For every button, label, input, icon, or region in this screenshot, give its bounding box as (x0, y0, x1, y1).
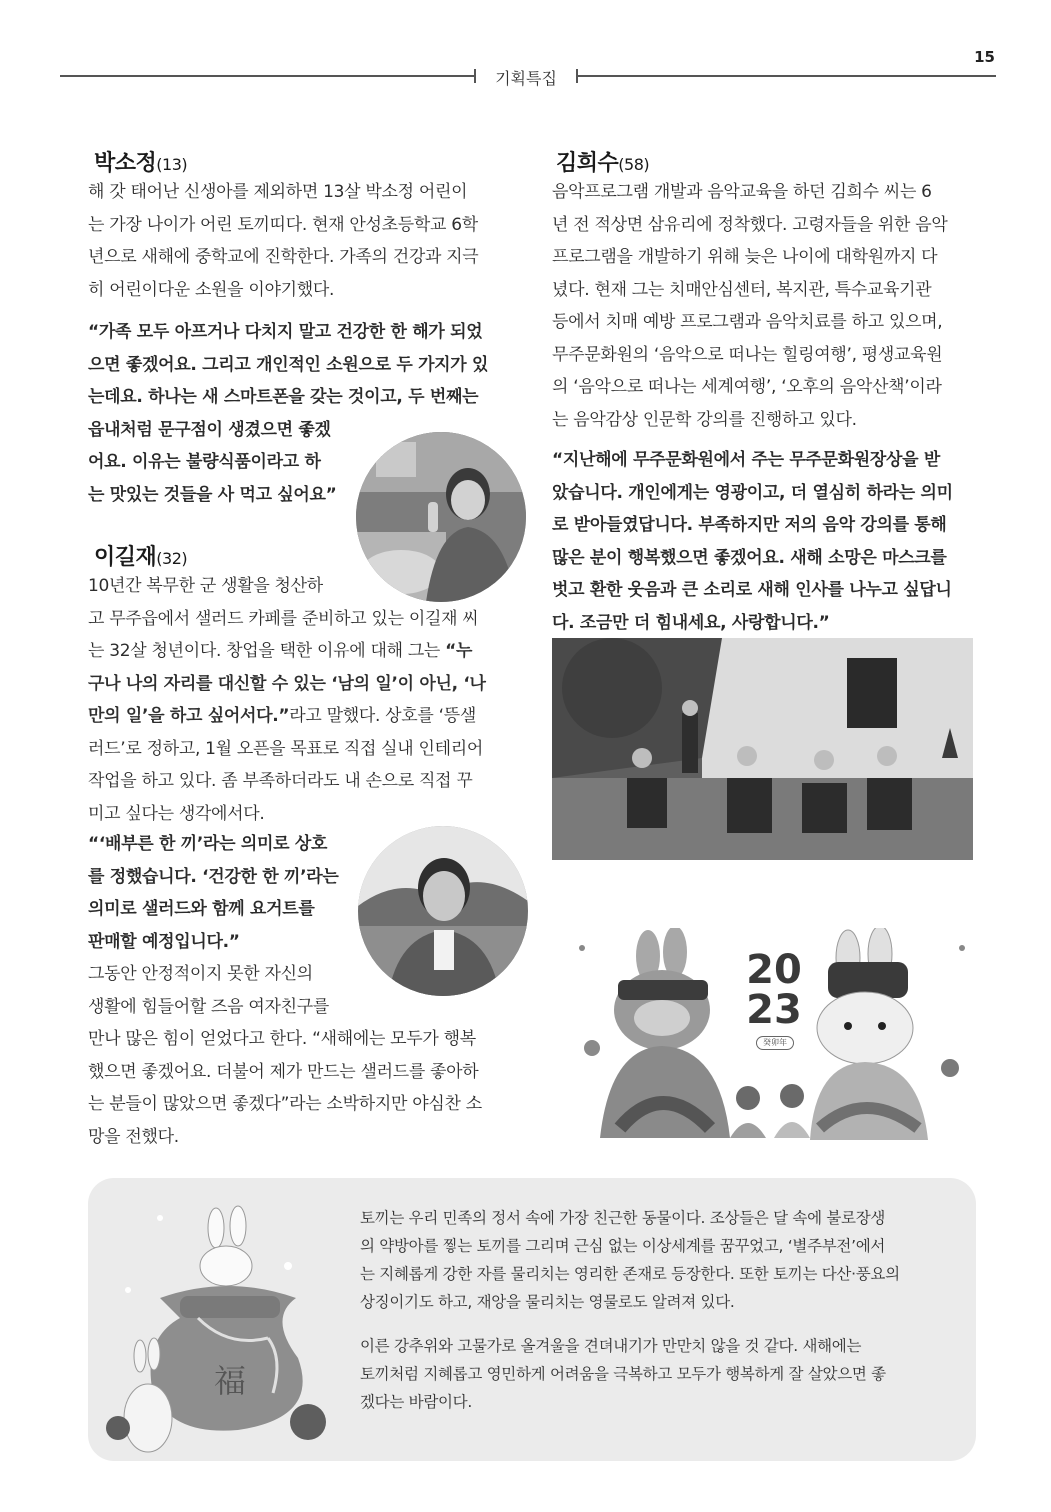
page-number: 15 (974, 48, 995, 66)
year-2023-top: 20 (746, 947, 802, 993)
new-year-rabbit-illustration (570, 928, 970, 1146)
text-line: 히 어린이다운 소원을 이야기했다. (88, 279, 335, 300)
text-line: 는 음악감상 인문학 강의를 진행하고 있다. (552, 409, 857, 430)
bold-quote: 만의 일’을 하고 싶어서다.” (88, 706, 290, 726)
text-line: 의미로 샐러드와 함께 요거트를 (88, 899, 315, 919)
text-line: 어요. 이유는 불량식품이라고 하 (88, 452, 321, 472)
person-name-2-text: 이길재 (94, 545, 157, 570)
text-line: 의 ‘음악으로 떠나는 세계여행’, ‘오후의 음악산책’이라 (552, 377, 942, 397)
text-line: 읍내처럼 문구점이 생겼으면 좋겠 (88, 419, 331, 440)
bold-quote: 구나 나의 자리를 대신할 수 있는 ‘남의 일’이 아닌, ‘나 (88, 673, 486, 694)
header-rule-left (60, 75, 474, 77)
header-rule-right (578, 75, 996, 77)
text-line: 로 받아들였답니다. 부족하지만 저의 음악 강의를 통해 (552, 515, 947, 535)
person3-intro (552, 176, 982, 436)
text-line: 등에서 치매 예방 프로그램과 음악치료를 하고 있으며, (552, 312, 943, 332)
text-line: 프로그램을 개발하기 위해 늦은 나이에 대학원까지 다 (552, 247, 938, 267)
text-line: 해 갓 태어난 신생아를 제외하면 13살 박소정 어린이 (88, 182, 468, 202)
text-line: 라고 말했다. 상호를 ‘뜽샐 (289, 706, 477, 726)
person-name-1 (94, 146, 187, 177)
person-name-1-text: 박소정 (94, 151, 157, 176)
text-line: 무주문화원의 ‘음악으로 떠나는 힐링여행’, 평생교육원 (552, 344, 943, 365)
text-line: 만나 많은 힘이 얻었다고 한다. “새해에는 모두가 행복 (88, 1029, 476, 1049)
text-line: “지난해에 무주문화원에서 주는 무주문화원장상을 받 (552, 450, 941, 470)
year-2023-bottom: 23 (746, 987, 802, 1033)
text-line: 이른 강추위와 고물가로 올겨울을 견뎌내기가 만만치 않을 것 같다. 새해에는 (360, 1337, 862, 1355)
text-line: 생활에 힘들어할 즈음 여자친구를 (88, 996, 330, 1017)
text-line: 상징이기도 하고, 재앙을 물리치는 영물로도 알려져 있다. (360, 1293, 735, 1311)
text-line: 토끼처럼 지혜롭고 영민하게 어려움을 극복하고 모두가 행복하게 잘 살았으면 좋 (360, 1365, 886, 1383)
text-line: 는 지혜롭게 강한 자를 물리치는 영리한 존재로 등장한다. 또한 토끼는 다산·풍요의 (360, 1265, 900, 1283)
text-line: 녔다. 현재 그는 치매안심센터, 복지관, 특수교육기관 (552, 279, 932, 300)
person1-intro (88, 176, 528, 306)
box-para-1 (360, 1204, 960, 1316)
text-line: 음악프로그램 개발과 음악교육을 하던 김희수 씨는 6 (552, 182, 932, 202)
text-line: 고 무주읍에서 샐러드 카페를 준비하고 있는 이길재 씨 (88, 608, 479, 629)
text-line: 는 가장 나이가 어린 토끼띠다. 현재 안성초등학교 6학 (88, 214, 478, 235)
person-name-3 (556, 146, 649, 177)
text-line: 는 32살 청년이다. 창업을 택한 이유에 대해 그는 (88, 641, 446, 661)
text-line: 벗고 환한 웃음과 큰 소리로 새해 인사를 나누고 싶답니 (552, 580, 952, 600)
text-line: 았습니다. 개인에게는 영광이고, 더 열심히 하라는 의미 (552, 482, 953, 503)
text-line: “‘배부른 한 끼’라는 의미로 상호 (88, 834, 328, 854)
text-line: 의 약방아를 찧는 토끼를 그리며 근심 없는 이상세계를 꿈꾸었고, ‘별주부전’에서 (360, 1237, 886, 1255)
text-line: 년 전 적상면 삼유리에 정착했다. 고령자들을 위한 음악 (552, 214, 948, 235)
person-age-2: (32) (156, 549, 188, 568)
text-line: 10년간 복무한 군 생활을 청산하 (88, 576, 323, 596)
person-age-1: (13) (156, 155, 188, 174)
text-line: 으면 좋겠어요. 그리고 개인적인 소원으로 두 가지가 있 (88, 354, 489, 375)
text-line: 는 맛있는 것들을 사 먹고 싶어요” (88, 484, 337, 505)
text-line: 겠다는 바람이다. (360, 1393, 472, 1411)
text-line: 미고 싶다는 생각에서다. (88, 803, 265, 824)
text-line: 많은 분이 행복했으면 좋겠어요. 새해 소망은 마스크를 (552, 547, 947, 568)
text-line: 망을 전했다. (88, 1126, 179, 1147)
text-line: 그동안 안정적이지 못한 자신의 (88, 964, 313, 984)
photo-young-man-illustration (358, 826, 528, 996)
text-line: 는데요. 하나는 새 스마트폰을 갖는 것이고, 두 번째는 (88, 387, 479, 407)
person-age-3: (58) (618, 155, 650, 174)
closing-box (88, 1178, 976, 1461)
section-header (60, 66, 996, 86)
bag-character: 福 (213, 1362, 246, 1400)
bold-quote: “누 (445, 641, 473, 661)
text-line: 는 분들이 많았으면 좋겠다”라는 소박하지만 야심찬 소 (88, 1094, 482, 1114)
text-line: 러드’로 정하고, 1월 오픈을 목표로 직접 실내 인테리어 (88, 738, 484, 759)
section-title: 기획특집 (495, 69, 557, 88)
photo-outdoor-illustration (552, 638, 973, 860)
text-line: 다. 조금만 더 힘내세요, 사랑합니다.” (552, 612, 830, 633)
person2-quote (88, 828, 368, 958)
person-name-2 (94, 540, 187, 571)
text-line: 작업을 하고 있다. 좀 부족하더라도 내 손으로 직접 꾸 (88, 771, 473, 791)
text-line: 토끼는 우리 민족의 정서 속에 가장 친근한 동물이다. 조상들은 달 속에 불로장생 (360, 1209, 886, 1227)
person-name-3-text: 김희수 (556, 151, 619, 176)
text-line: 판매할 예정입니다.” (88, 931, 240, 952)
text-line: 년으로 새해에 중학교에 진학한다. 가족의 건강과 지극 (88, 247, 479, 267)
header-tick-left (474, 69, 476, 83)
text-line: “가족 모두 아프거나 다치지 말고 건강한 한 해가 되었 (88, 322, 483, 342)
photo-outdoor-music-class (552, 638, 973, 860)
person2-body (88, 570, 528, 830)
year-badge: 癸卯年 (756, 1036, 794, 1050)
text-line: 했으면 좋겠어요. 더불어 제가 만드는 샐러드를 좋아하 (88, 1061, 479, 1082)
person3-quote (552, 444, 982, 639)
box-para-2 (360, 1332, 960, 1416)
text-line: 를 정했습니다. ‘건강한 한 끼’라는 (88, 866, 339, 887)
photo-young-man (358, 826, 528, 996)
lucky-bag-rabbit-illustration (88, 1178, 328, 1461)
